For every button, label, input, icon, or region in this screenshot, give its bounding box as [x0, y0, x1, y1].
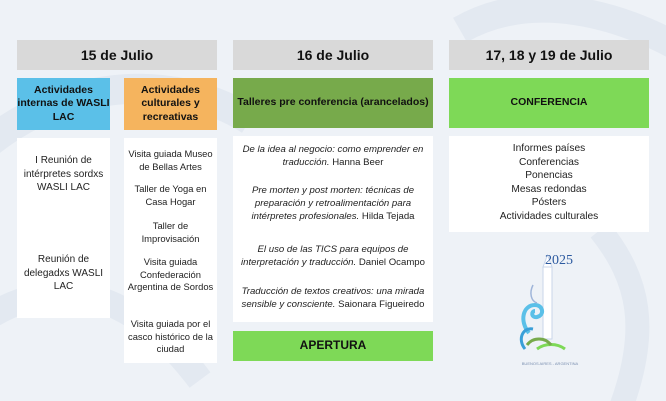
activity-item: Taller de Improvisación [141, 220, 200, 244]
conference-item: Conferencias [518, 157, 580, 168]
conference-item: Informes países [512, 143, 586, 154]
workshop-title: De la idea al negocio: como emprender en traducción. [242, 144, 424, 169]
conference-item: Ponencias [525, 170, 573, 181]
activity-item: I Reunión de intérpretes sordxs WASLI LAC [23, 155, 104, 193]
workshop-title: Traducción de textos creativos: una mirada sensible y consciente. [241, 286, 425, 311]
workshop-item [237, 243, 429, 269]
cultural-activities-panel [124, 138, 217, 363]
activity-item: Visita guiada por el casco histórico de la ciudad [128, 318, 213, 355]
workshop-item [237, 143, 429, 169]
workshop-item [237, 285, 429, 311]
internal-activities-box: Actividades internas de WASLI LAC [17, 78, 110, 130]
apertura-box: APERTURA [233, 331, 433, 361]
conference-item: Pósters [531, 197, 567, 208]
internal-activities-panel [17, 138, 110, 318]
workshop-speaker: Hanna Beer [332, 157, 384, 169]
conference-item: Actividades culturales [499, 211, 599, 222]
workshop-title: El uso de las TICS para equipos de interpretación y traducción. [241, 244, 409, 269]
logo-year: 2025 [545, 253, 573, 268]
workshop-title: Pre morten y post morten: técnicas de preparación y retroalimentación para intérpretes profesionales. [251, 185, 415, 223]
activity-item: Visita guiada Confederación Argentina de Sordos [127, 256, 214, 293]
day2-header: 16 de Julio [233, 40, 433, 70]
workshop-speaker: Daniel Ocampo [358, 257, 425, 269]
activity-item: Taller de Yoga en Casa Hogar [134, 183, 207, 207]
conference-item: Mesas redondas [511, 184, 587, 195]
workshops-box: Talleres pre conferencia (arancelados) [233, 78, 433, 128]
event-logo [515, 245, 585, 375]
workshop-speaker: Saionara Figueiredo [338, 299, 425, 311]
conference-box: CONFERENCIA [449, 78, 649, 128]
cultural-activities-box: Actividades culturales y recreativas [124, 78, 217, 130]
day3-header: 17, 18 y 19 de Julio [449, 40, 649, 70]
day1-header: 15 de Julio [17, 40, 217, 70]
logo-caption: BUENOS AIRES - ARGENTINA [521, 361, 579, 366]
activity-item: Visita guiada Museo de Bellas Artes [128, 148, 213, 172]
workshop-item [237, 184, 429, 224]
activity-item: Reunión de delegadxs WASLI LAC [23, 254, 104, 292]
conference-panel [449, 136, 649, 232]
workshop-speaker: Hilda Tejada [361, 211, 415, 223]
workshops-panel [233, 136, 433, 322]
